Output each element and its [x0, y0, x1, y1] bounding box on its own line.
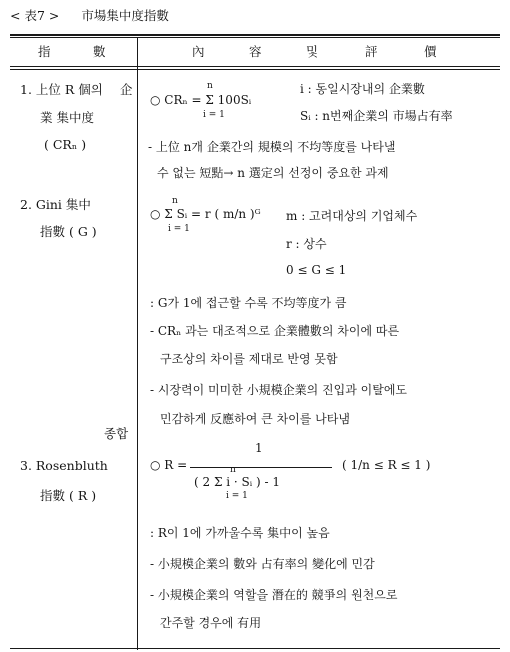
item1-title-line3: ( CRₙ )	[44, 137, 87, 152]
item1-title-line2: 業 集中度	[40, 110, 94, 125]
item3-title-line2: 指數 ( R )	[40, 488, 97, 503]
header-col2-char4: 評	[365, 44, 378, 59]
column-divider	[137, 38, 138, 650]
header-col1-char1: 指	[38, 44, 51, 59]
gini-def-r: r : 상수	[286, 237, 327, 251]
caption-number: < 表7 >	[10, 8, 60, 23]
cr-def-i: i : 동일시장내의 企業數	[300, 82, 425, 96]
gini-eval-4: - 시장력이 미미한 小規模企業의 진입과 이탈에도	[150, 383, 408, 397]
rosen-numerator: 1	[255, 441, 263, 455]
rosen-sum-bottom: i = 1	[226, 491, 248, 501]
top-rule-inner	[10, 37, 500, 38]
header-col2-char1: 內	[192, 44, 205, 59]
rosen-eval-3: - 小規模企業의 역할을 潛在的 競爭의 원천으로	[150, 588, 398, 602]
item1-title-line1: 1. 上位 R 個의	[20, 82, 103, 97]
cr-text-2: 수 없는 短點→ n 選定의 선정이 중요한 과제	[157, 166, 389, 180]
gini-eval-2: - CRₙ 과는 대조적으로 企業體數의 차이에 따른	[150, 324, 400, 338]
header-col2-char3: 및	[306, 44, 319, 59]
rosen-fraction-bar	[190, 467, 332, 468]
item-note: 종합	[104, 426, 129, 441]
gini-range: 0 ≤ G ≤ 1	[286, 263, 347, 277]
item2-title-line1: 2. Gini 集中	[20, 197, 91, 212]
rosen-eval-1: : R이 1에 가까울수록 集中이 높음	[150, 526, 330, 540]
header-col2-char5: 價	[424, 44, 437, 59]
rosen-range: ( 1/n ≤ R ≤ 1 )	[342, 458, 431, 472]
bottom-rule	[10, 648, 500, 649]
gini-sum-top: n	[172, 196, 178, 206]
gini-sum-bottom: i = 1	[168, 224, 190, 234]
gini-formula: ○ Σ Sᵢ = r ( m/n )ᴳ	[150, 207, 261, 221]
rosen-lhs: ○ R =	[150, 458, 188, 472]
rosen-denominator: ( 2 Σ i · Sᵢ ) - 1	[194, 475, 280, 489]
cr-sum-top: n	[207, 81, 213, 91]
rosen-eval-2: - 小規模企業의 數와 占有率의 變化에 민감	[150, 557, 375, 571]
rosen-sum-top: n	[230, 465, 236, 475]
header-rule	[10, 66, 500, 67]
header-col1-char2: 數	[93, 44, 106, 59]
top-rule	[10, 34, 500, 36]
cr-def-s: Sᵢ : n번째企業의 市場占有率	[300, 109, 453, 123]
caption-title: 市場集中度指數	[81, 8, 169, 23]
header-col2-char2: 容	[249, 44, 262, 59]
item2-title-line2: 指數 ( G )	[40, 224, 97, 239]
gini-eval-3: 구조상의 차이를 제대로 반영 못함	[160, 352, 338, 366]
gini-def-m: m : 고려대상의 기업체수	[286, 209, 418, 223]
cr-text-1: - 上位 n개 企業간의 規模의 不均等度를 나타낼	[148, 140, 396, 154]
cr-sum-bottom: i = 1	[203, 110, 225, 120]
table-caption	[10, 6, 169, 24]
rosen-eval-4: 간주할 경우에 有用	[160, 616, 262, 630]
header-rule-inner	[10, 69, 500, 70]
cr-formula: ○ CRₙ = Σ 100Sᵢ	[150, 93, 252, 107]
item1-title-line1-end: 企	[120, 82, 133, 97]
gini-eval-5: 민감하게 反應하여 큰 차이를 나타냄	[160, 412, 350, 426]
gini-eval-1: : G가 1에 접근할 수록 不均等度가 큼	[150, 296, 347, 310]
item3-title-line1: 3. Rosenbluth	[20, 458, 108, 473]
